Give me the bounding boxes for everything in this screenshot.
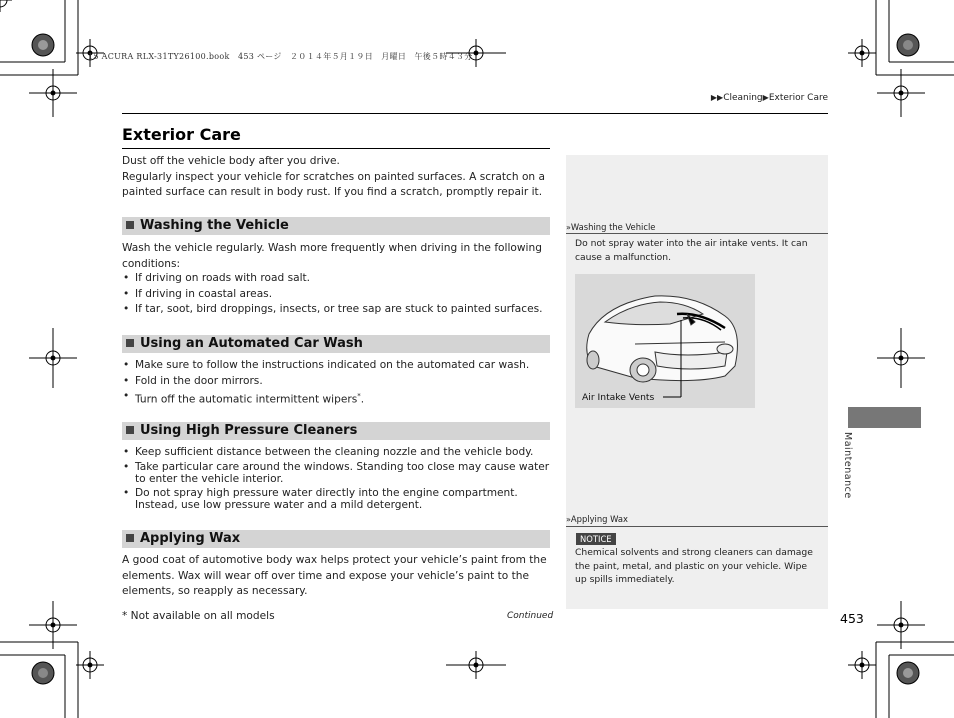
list-item-text: If driving on roads with road salt. — [135, 272, 311, 284]
sidebar-washing-text — [575, 237, 820, 264]
list-item: • Take particular care around the windows. Standing too close may cause water to enter the vehicle interior. — [123, 460, 550, 485]
sidebar-washing-text-body: Do not spray water into the air intake vents. It can cause a malfunction. — [575, 238, 808, 263]
list-item-text: If driving in coastal areas. — [135, 287, 273, 300]
list-item-text: Take particular care around the windows. Standing too close may cause water to enter the vehicle interior. — [135, 460, 550, 485]
sidebar-divider — [566, 233, 828, 234]
list-item: • If driving in coastal areas. — [123, 287, 273, 300]
washing-bullet-list — [122, 271, 552, 318]
footnote-asterisk[interactable]: * — [357, 392, 361, 401]
washing-body — [122, 241, 552, 272]
pressure-bullet-list — [122, 445, 552, 513]
list-item: • Keep sufficient distance between the cleaning nozzle and the vehicle body. — [123, 446, 534, 458]
sidebar-head-wax-text[interactable]: Applying Wax — [570, 514, 628, 524]
list-item-text: Fold in the door mirrors. — [135, 374, 263, 387]
section-title-washing: Washing the Vehicle — [140, 218, 289, 233]
car-illustration — [575, 274, 755, 408]
section-heading-automated — [122, 335, 550, 353]
sidebar-divider — [566, 526, 828, 527]
print-info-header: 15 ACURA RLX-31TY26100.book 453 ページ ２０１４年５月１９日 月曜日 午後５時４３分 — [88, 52, 473, 61]
square-bullet-icon — [126, 339, 134, 347]
notice-badge: NOTICE — [576, 533, 616, 545]
sidebar-head-washing — [566, 222, 655, 232]
square-bullet-icon — [126, 534, 134, 542]
square-bullet-icon — [126, 221, 134, 229]
double-chevron-icon: » — [566, 515, 571, 524]
chapter-tab-label[interactable]: Maintenance — [842, 432, 853, 499]
square-bullet-icon — [126, 426, 134, 434]
breadcrumb-current: Exterior Care — [768, 93, 828, 103]
intro-line-1: Dust off the vehicle body after you drive. — [122, 155, 340, 167]
wax-body-text: A good coat of automotive body wax helps protect your vehicle’s paint from the elements. Wax will wear off over time and expose your vehicle’s paint to the elements, so reapply as necessary. — [122, 554, 547, 597]
continued-label: Continued — [507, 611, 554, 621]
header-divider — [122, 113, 828, 114]
list-item-text: If tar, soot, bird droppings, insects, or tree sap are stuck to painted surfaces. — [135, 303, 543, 316]
section-heading-pressure — [122, 422, 550, 440]
double-chevron-icon: » — [566, 223, 571, 232]
breadcrumb-arrow-icon: ▶▶ — [710, 93, 724, 102]
breadcrumb — [711, 93, 828, 103]
air-intake-illustration — [575, 274, 755, 408]
intro-line-2: Regularly inspect your vehicle for scratches on painted surfaces. A scratch on a painted surface can result in body rust. If you find a scratch, promptly repair it. — [122, 170, 546, 198]
sidebar-head-washing-text[interactable]: Washing the Vehicle — [570, 222, 656, 232]
footnote: * Not available on all models — [122, 610, 275, 622]
list-item-text: Make sure to follow the instructions indicated on the automated car wash. — [135, 359, 530, 371]
list-item: • Make sure to follow the instructions indicated on the automated car wash. — [123, 359, 530, 371]
list-item: • Turn off the automatic intermittent wipers*. — [123, 390, 365, 406]
washing-body-text: Wash the vehicle regularly. Wash more frequently when driving in the following conditions: — [122, 242, 542, 270]
list-item-text: Turn off the automatic intermittent wipers — [135, 393, 358, 406]
sidebar-head-wax — [566, 514, 628, 524]
section-title-wax: Applying Wax — [140, 531, 241, 546]
wax-body — [122, 553, 552, 600]
section-heading-washing — [122, 217, 550, 235]
list-item: • If driving on roads with road salt. — [123, 272, 311, 284]
breadcrumb-separator-icon: ▶ — [762, 93, 769, 102]
section-title-automated: Using an Automated Car Wash — [140, 336, 363, 351]
page-number: 453 — [840, 611, 864, 626]
list-item: • If tar, soot, bird droppings, insects, or tree sap are stuck to painted surfaces. — [123, 303, 543, 316]
list-item: • Fold in the door mirrors. — [123, 374, 263, 387]
intro-text — [122, 154, 552, 201]
section-title-pressure: Using High Pressure Cleaners — [140, 423, 358, 438]
chapter-tab[interactable] — [848, 407, 921, 428]
list-item: • Do not spray high pressure water directly into the engine compartment. Instead, use low pressure water and a mild detergent. — [123, 486, 518, 511]
sidebar-wax-text — [575, 546, 820, 587]
automated-bullet-list — [122, 358, 552, 408]
list-item-text: Keep sufficient distance between the cleaning nozzle and the vehicle body. — [135, 446, 534, 458]
list-item-text: Do not spray high pressure water directly into the engine compartment. Instead, use low pressure water and a mild detergent. — [135, 486, 518, 511]
page-title: Exterior Care — [122, 125, 241, 144]
sidebar-wax-text-body: Chemical solvents and strong cleaners can damage the paint, metal, and plastic on your vehicle. Wipe up spills immediately. — [575, 547, 813, 585]
air-intake-label: Air Intake Vents — [582, 392, 655, 403]
section-heading-wax — [122, 530, 550, 548]
breadcrumb-section[interactable]: Cleaning — [723, 93, 763, 103]
title-divider — [122, 148, 550, 149]
